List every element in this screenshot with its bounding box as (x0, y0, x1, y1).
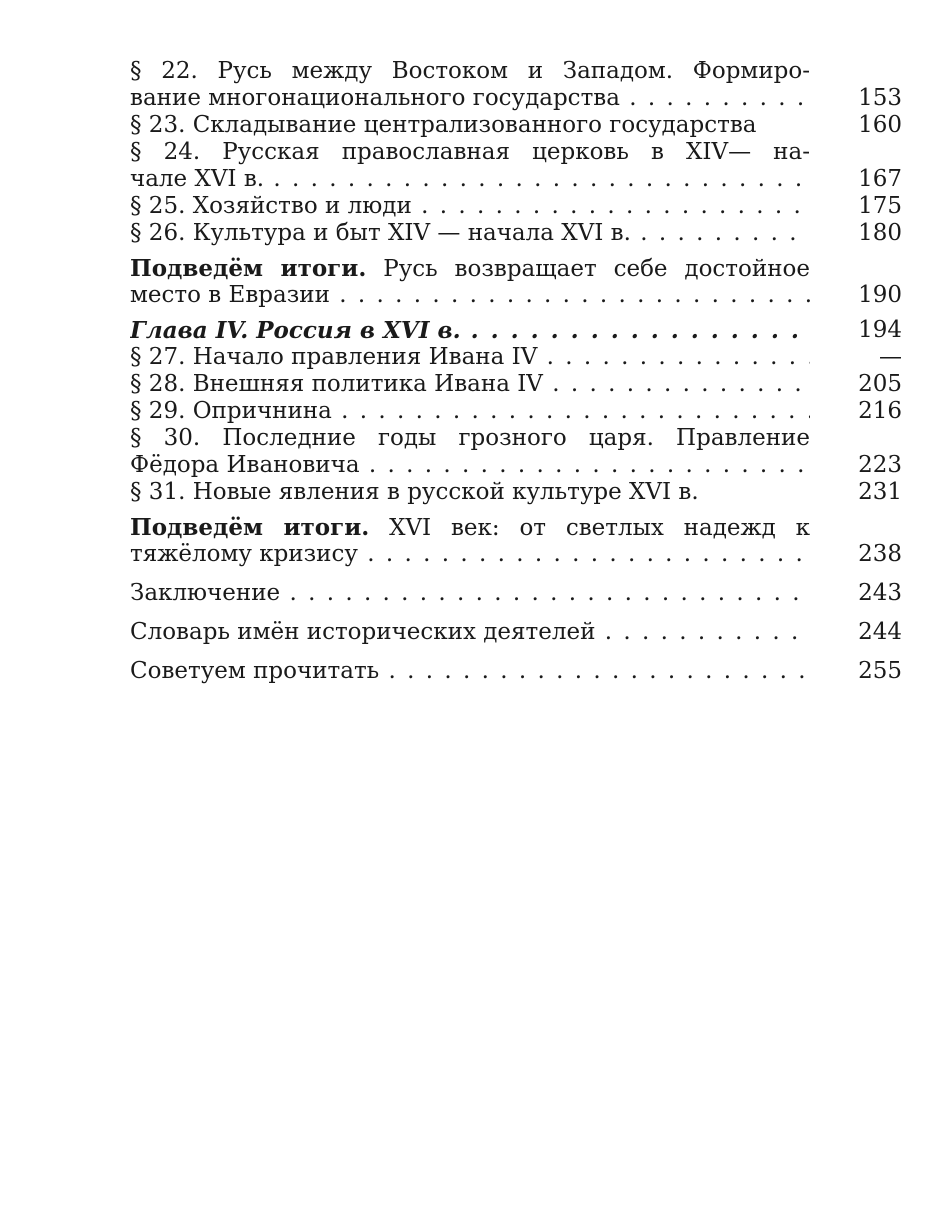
toc-entry-26[interactable] (130, 220, 902, 247)
entry-title-line: § 29. Опричнина . . . (130, 398, 810, 424)
entry-title-line: тяжёлому кризису . . . (130, 541, 810, 567)
page-number: 205 (858, 371, 902, 397)
entry-title-line: XVI век: от светлых надежд к (369, 515, 810, 541)
entry-title-line: § 31. Новые явления в русской культуре XVI в. (130, 479, 699, 505)
entry-title-line: Заключение . . . (130, 580, 810, 606)
entry-title-line: Русь возвращает себе достойное (366, 256, 810, 282)
page-number: 190 (858, 282, 902, 308)
toc-entry-24[interactable] (130, 139, 902, 193)
page-number: 238 (858, 541, 902, 567)
page-number: 167 (858, 166, 902, 192)
toc-entry-25[interactable] (130, 193, 902, 220)
page-number: — (879, 344, 902, 370)
toc-entry-29[interactable] (130, 398, 902, 425)
toc-entry-30[interactable] (130, 425, 902, 479)
summary-lead: Подведём итоги. (130, 255, 367, 282)
entry-title-line: § 24. Русская православная церковь в XIV— на- (130, 139, 810, 165)
toc-entry-summary-2[interactable] (130, 514, 902, 568)
toc-entry-27[interactable] (130, 344, 902, 371)
entry-title-line: § 30. Последние годы грозного царя. Правление (130, 425, 810, 451)
entry-title-line: Советуем прочитать . . . (130, 658, 810, 684)
entry-title-line: § 23. Складывание централизованного государства (130, 112, 757, 138)
toc-entry-31[interactable] (130, 479, 902, 506)
toc-entry-dictionary[interactable] (130, 619, 902, 646)
entry-title-line: место в Евразии . . . (130, 282, 810, 308)
summary-lead: Подведём итоги. (130, 514, 370, 541)
page-number: 180 (858, 220, 902, 246)
toc-entry-summary-1[interactable] (130, 255, 902, 309)
entry-title-line: § 26. Культура и быт XIV — начала XVI в. . . . (130, 220, 810, 246)
entry-title-line: § 27. Начало правления Ивана IV . . . (130, 344, 810, 370)
entry-title-line: вание многонационального государства . . . (130, 85, 810, 111)
page-number: 231 (858, 479, 902, 505)
page-number: 153 (858, 85, 902, 111)
page-number: 194 (858, 317, 902, 343)
toc-entry-conclusion[interactable] (130, 580, 902, 607)
page-number: 216 (858, 398, 902, 424)
table-of-contents (130, 58, 902, 685)
entry-title-line: § 28. Внешняя политика Ивана IV . . . (130, 371, 810, 397)
entry-title-line: § 25. Хозяйство и люди . . . (130, 193, 810, 219)
toc-entry-reading[interactable] (130, 658, 902, 685)
page-number: 243 (858, 580, 902, 606)
entry-title-line: Словарь имён исторических деятелей . . . (130, 619, 810, 645)
page-number: 175 (858, 193, 902, 219)
entry-title-line: Фёдора Ивановича . . . (130, 452, 810, 478)
page-number: 244 (858, 619, 902, 645)
toc-entry-23[interactable] (130, 112, 902, 139)
toc-entry-22[interactable] (130, 58, 902, 112)
toc-entry-28[interactable] (130, 371, 902, 398)
toc-chapter-4[interactable] (130, 317, 902, 344)
page-number: 160 (858, 112, 902, 138)
page-number: 255 (858, 658, 902, 684)
entry-title-line: чале XVI в. . . . (130, 166, 810, 192)
chapter-title: Глава IV. Россия в XVI в. . . . (130, 317, 810, 344)
entry-title-line: § 22. Русь между Востоком и Западом. Формиро- (130, 58, 810, 84)
page-number: 223 (858, 452, 902, 478)
